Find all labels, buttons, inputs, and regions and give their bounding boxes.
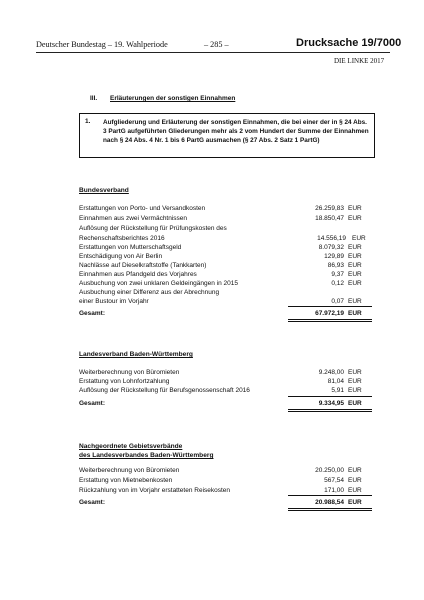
row-currency: EUR xyxy=(348,253,362,260)
row-label: Erstattungen von Mutterschaftsgeld xyxy=(79,244,182,251)
row-value: 9.248,00 xyxy=(318,369,344,376)
row-label: Einnahmen aus zwei Vermächtnissen xyxy=(79,215,188,222)
row-currency: EUR xyxy=(348,477,362,484)
row-label: einer Bustour im Vorjahr xyxy=(79,298,149,305)
block-heading-gebietsverbaende-1: Nachgeordnete Gebietsverbände xyxy=(79,443,183,450)
row-value: 14.556,19 xyxy=(317,235,346,242)
document-number: Drucksache 19/7000 xyxy=(296,37,402,49)
page-number: – 285 – xyxy=(204,40,229,49)
row-label: Weiterberechnung von Büromieten xyxy=(79,467,180,474)
row-currency: EUR xyxy=(348,369,362,376)
block-heading-bundesverband: Bundesverband xyxy=(79,187,129,194)
total-double-underline xyxy=(288,321,372,322)
row-value: 8.079,32 xyxy=(318,244,344,251)
row-currency: EUR xyxy=(352,235,366,242)
row-label: Erstattungen von Porto- und Versandkosten xyxy=(79,205,206,212)
total-currency: EUR xyxy=(348,499,362,506)
total-value: 67.972,19 xyxy=(315,310,344,317)
row-value: 9,37 xyxy=(331,271,344,278)
row-label: Rechenschaftsberichtes 2016 xyxy=(79,235,165,242)
row-label: Auflösung der Rückstellung für Berufsgenossenschaft 2016 xyxy=(79,387,250,394)
row-label: Einnahmen aus Pfandgeld des Vorjahres xyxy=(79,271,197,278)
total-label: Gesamt: xyxy=(79,400,106,407)
row-currency: EUR xyxy=(348,205,362,212)
row-currency: EUR xyxy=(348,215,362,222)
sum-rule xyxy=(288,396,372,397)
row-label: Weiterberechnung von Büromieten xyxy=(79,369,180,376)
total-label: Gesamt: xyxy=(79,310,106,317)
total-underline xyxy=(288,508,372,509)
row-label: Erstattung von Lohnfortzahlung xyxy=(79,378,170,385)
row-value: 0,12 xyxy=(331,280,344,287)
row-currency: EUR xyxy=(348,387,362,394)
total-double-underline xyxy=(288,411,372,412)
total-value: 20.988,54 xyxy=(315,499,344,506)
row-value: 0,07 xyxy=(331,298,344,305)
row-label: Ausbuchung einer Differenz aus der Abrechnung xyxy=(79,289,220,296)
row-currency: EUR xyxy=(348,298,362,305)
row-value: 18.850,47 xyxy=(315,215,344,222)
sum-rule xyxy=(288,495,372,496)
header-rule xyxy=(36,52,390,53)
total-underline xyxy=(288,319,372,320)
row-value: 20.250,00 xyxy=(315,467,344,474)
row-label: Erstattung von Mietnebenkosten xyxy=(79,477,173,484)
row-value: 5,91 xyxy=(331,387,344,394)
row-value: 26.259,83 xyxy=(315,205,344,212)
section-title: Erläuterungen der sonstigen Einnahmen xyxy=(110,95,236,102)
block-heading-landesverband: Landesverband Baden-Württemberg xyxy=(79,351,193,358)
box-number: 1. xyxy=(85,118,91,125)
total-value: 9.334,95 xyxy=(318,400,344,407)
row-currency: EUR xyxy=(348,262,362,269)
total-currency: EUR xyxy=(348,310,362,317)
row-label: Entschädigung von Air Berlin xyxy=(79,253,163,260)
row-value: 171,00 xyxy=(324,487,344,494)
row-label: Nachlässe auf Dieselkraftstoffe (Tankkarten) xyxy=(79,262,207,269)
row-currency: EUR xyxy=(348,487,362,494)
row-value: 86,93 xyxy=(327,262,344,269)
row-currency: EUR xyxy=(348,467,362,474)
row-currency: EUR xyxy=(348,280,362,287)
section-number: III. xyxy=(90,95,98,102)
sum-rule xyxy=(288,306,372,307)
row-value: 81,04 xyxy=(327,378,344,385)
header-left: Deutscher Bundestag – 19. Wahlperiode xyxy=(36,40,168,49)
total-double-underline xyxy=(288,510,372,511)
total-underline xyxy=(288,409,372,410)
row-value: 567,54 xyxy=(324,477,344,484)
row-currency: EUR xyxy=(348,244,362,251)
row-label: Rückzahlung von im Vorjahr erstatteten Reisekosten xyxy=(79,487,231,494)
row-currency: EUR xyxy=(348,271,362,278)
total-currency: EUR xyxy=(348,400,362,407)
row-label: Auflösung der Rückstellung für Prüfungskosten des xyxy=(79,225,227,232)
block-heading-gebietsverbaende-2: des Landesverbandes Baden-Württemberg xyxy=(79,452,214,459)
party-label: DIE LINKE 2017 xyxy=(334,57,385,65)
row-value: 129,89 xyxy=(324,253,344,260)
row-label: Ausbuchung von zwei unklaren Geldeingängen in 2015 xyxy=(79,280,239,287)
row-currency: EUR xyxy=(348,378,362,385)
total-label: Gesamt: xyxy=(79,499,106,506)
box-text: Aufgliederung und Erläuterung der sonstigen Einnahmen, die bei einer der in § 24 Abs. 3 PartG aufgeführten Gliederungen mehr als 2 vom Hundert der Summe der Einnahmen nach § 24 Abs. 4 Nr. 1 bis 6 PartG ausmachen (§ 27 Abs. 2 Satz 1 PartG) xyxy=(103,119,369,145)
